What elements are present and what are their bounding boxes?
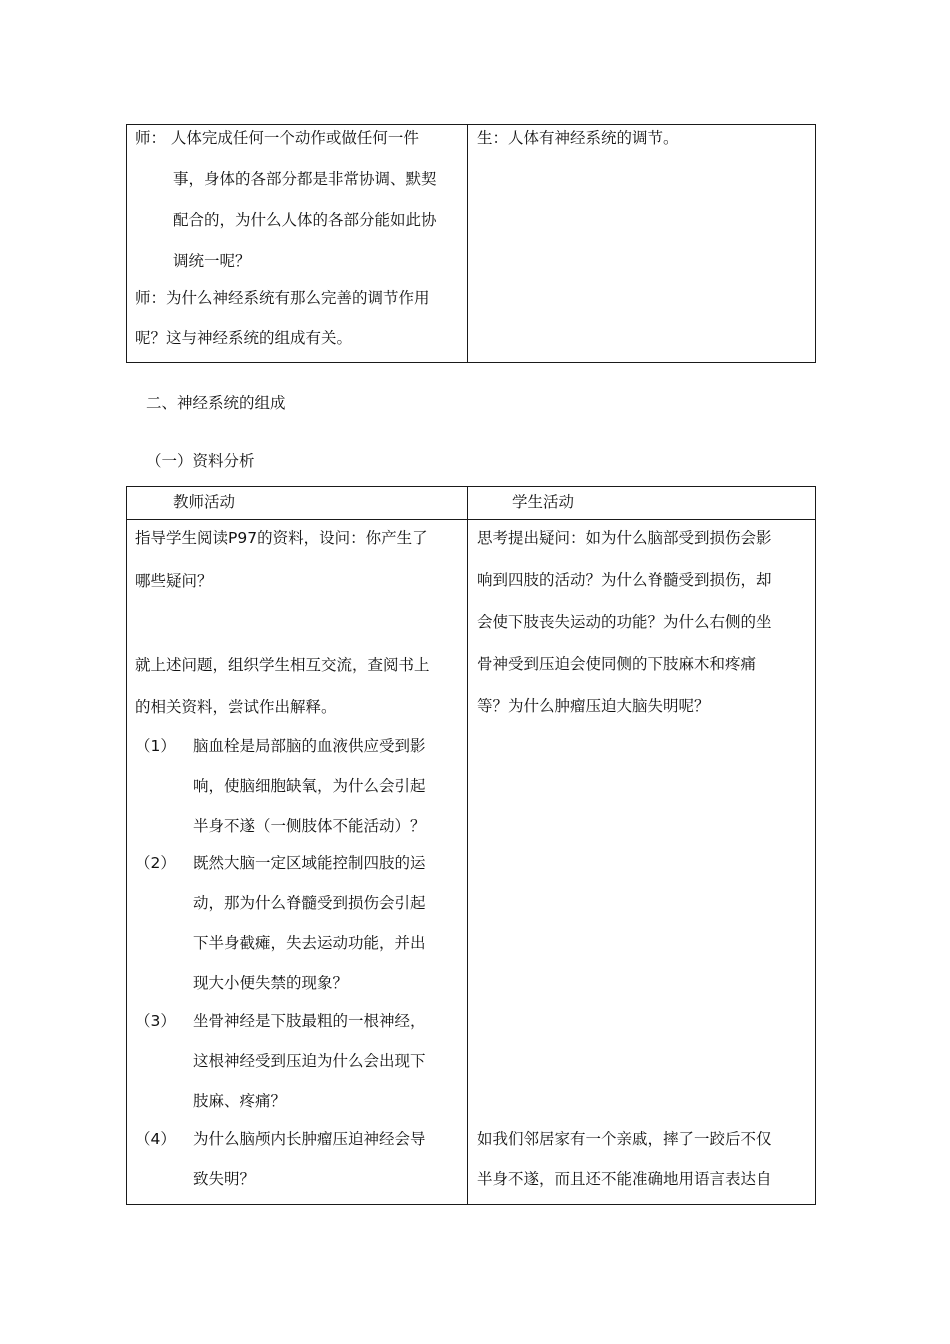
header-divider bbox=[127, 519, 815, 520]
teacher-line: 哪些疑问？ bbox=[135, 572, 213, 590]
question-number: （1） bbox=[135, 737, 176, 755]
teacher-line: 指导学生阅读P97的资料，设问：你产生了 bbox=[135, 529, 428, 547]
section-heading: 二、神经系统的组成 bbox=[146, 394, 286, 412]
header-student-activity: 学生活动 bbox=[512, 493, 575, 511]
student-line: 思考提出疑问：如为什么脑部受到损伤会影 bbox=[477, 529, 772, 547]
question-line: 既然大脑一定区域能控制四肢的运 bbox=[193, 854, 426, 872]
student-line: 会使下肢丧失运动的功能？为什么右侧的坐 bbox=[477, 613, 772, 631]
question-line: 为什么脑颅内长肿瘤压迫神经会导 bbox=[193, 1130, 426, 1148]
teacher-line: 事，身体的各部分都是非常协调、默契 bbox=[173, 170, 437, 188]
question-line: 脑血栓是局部脑的血液供应受到影 bbox=[193, 737, 426, 755]
student-line: 如我们邻居家有一个亲戚，摔了一跤后不仅 bbox=[477, 1130, 772, 1148]
teacher-line: 呢？这与神经系统的组成有关。 bbox=[135, 329, 353, 347]
teacher-line: 师： 人体完成任何一个动作或做任何一件 bbox=[135, 129, 419, 147]
column-divider bbox=[467, 125, 468, 362]
teacher-line: 的相关资料，尝试作出解释。 bbox=[135, 698, 337, 716]
student-line: 生：人体有神经系统的调节。 bbox=[477, 129, 679, 147]
student-line: 等？为什么肿瘤压迫大脑失明呢？ bbox=[477, 697, 710, 715]
teacher-line: 配合的，为什么人体的各部分能如此协 bbox=[173, 211, 437, 229]
question-line: 动，那为什么脊髓受到损伤会引起 bbox=[193, 894, 426, 912]
student-line: 半身不遂，而且还不能准确地用语言表达自 bbox=[477, 1170, 772, 1188]
question-line: 响，使脑细胞缺氧，为什么会引起 bbox=[193, 777, 426, 795]
question-line: 下半身截瘫，失去运动功能，并出 bbox=[193, 934, 426, 952]
student-line: 响到四肢的活动？为什么脊髓受到损伤，却 bbox=[477, 571, 772, 589]
question-line: 肢麻、疼痛？ bbox=[193, 1092, 287, 1110]
column-divider bbox=[467, 487, 468, 1204]
intro-dialogue-table bbox=[126, 124, 816, 363]
question-number: （4） bbox=[135, 1130, 176, 1148]
question-line: 坐骨神经是下肢最粗的一根神经， bbox=[193, 1012, 426, 1030]
question-number: （3） bbox=[135, 1012, 176, 1030]
teacher-line: 师：为什么神经系统有那么完善的调节作用 bbox=[135, 289, 430, 307]
subsection-heading: （一）资料分析 bbox=[146, 452, 255, 470]
question-line: 现大小便失禁的现象？ bbox=[193, 974, 349, 992]
question-line: 致失明？ bbox=[193, 1170, 256, 1188]
header-teacher-activity: 教师活动 bbox=[173, 493, 236, 511]
question-line: 这根神经受到压迫为什么会出现下 bbox=[193, 1052, 426, 1070]
teacher-line: 就上述问题，组织学生相互交流，查阅书上 bbox=[135, 656, 430, 674]
analysis-table bbox=[126, 486, 816, 1205]
question-number: （2） bbox=[135, 854, 176, 872]
teacher-line: 调统一呢？ bbox=[173, 252, 251, 270]
question-line: 半身不遂（一侧肢体不能活动）？ bbox=[193, 817, 426, 835]
student-line: 骨神受到压迫会使同侧的下肢麻木和疼痛 bbox=[477, 655, 757, 673]
